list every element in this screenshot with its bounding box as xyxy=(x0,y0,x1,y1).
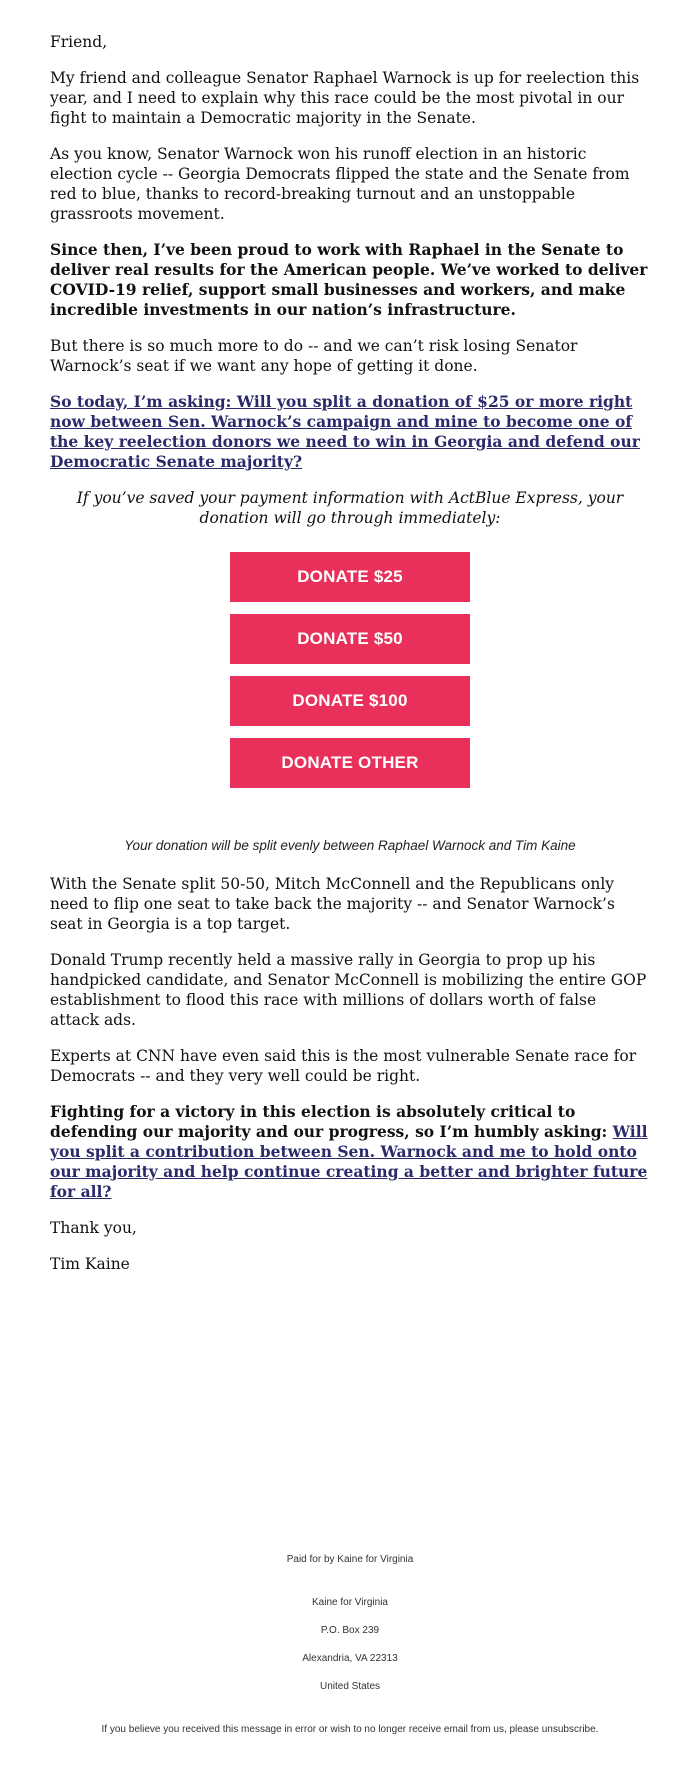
paragraph-runoff: As you know, Senator Warnock won his runoff election in an historic election cycle -- Georgia Democrats flipped the state and the Senate from red to blue, thanks to record-breaking turnout and an unstoppable grassroots movement. xyxy=(50,145,630,223)
footer-city-state-zip: Alexandria, VA 22313 xyxy=(302,1653,398,1664)
donate-100-button[interactable]: DONATE $100 xyxy=(230,676,470,726)
paragraph-more-to-do: But there is so much more to do -- and we can’t risk losing Senator Warnock’s seat if we want any hope of getting it done. xyxy=(50,337,578,375)
signature: Tim Kaine xyxy=(50,1255,130,1273)
split-evenly-note: Your donation will be split evenly between Raphael Warnock and Tim Kaine xyxy=(124,838,576,853)
paragraph-results: Since then, I’ve been proud to work with Raphael in the Senate to deliver real results for the American people. We’ve worked to deliver COVID-19 relief, support small businesses and workers, and make incredible investments in our nation’s infrastructure. xyxy=(50,240,648,319)
donate-50-button[interactable]: DONATE $50 xyxy=(230,614,470,664)
footer-country: United States xyxy=(319,1681,381,1692)
footer-org-name: Kaine for Virginia xyxy=(312,1597,388,1608)
closing-ask-text: Fighting for a victory in this election is absolutely critical to defending our majority and our progress, so I’m humbly asking: xyxy=(50,1102,613,1141)
signoff: Thank you, xyxy=(50,1219,137,1237)
paid-for-disclaimer: Paid for by Kaine for Virginia xyxy=(286,1554,414,1565)
greeting: Friend, xyxy=(50,33,108,51)
footer-po-box: P.O. Box 239 xyxy=(320,1625,380,1636)
paragraph-intro: My friend and colleague Senator Raphael Warnock is up for reelection this year, and I need to explain why this race could be the most pivotal in our fight to maintain a Democratic majority in the Senate. xyxy=(50,69,640,127)
email-body xyxy=(50,32,650,1290)
donate-25-button[interactable]: DONATE $25 xyxy=(230,552,470,602)
split-contribution-link[interactable]: Will you split a contribution between Sen. Warnock and me to hold onto our majority and help continue creating a better and brighter future for all? xyxy=(50,1122,648,1201)
donate-button-group xyxy=(50,552,650,800)
actblue-express-note: If you’ve saved your payment information with ActBlue Express, your donation will go through immediately: xyxy=(76,489,624,527)
email-footer xyxy=(0,1554,700,1735)
paragraph-senate-split: With the Senate split 50-50, Mitch McConnell and the Republicans only need to flip one seat to take back the majority -- and Senator Warnock’s seat in Georgia is a top target. xyxy=(50,875,615,933)
unsubscribe-notice[interactable]: If you believe you received this message in error or wish to no longer receive email from us, please unsubscribe. xyxy=(101,1724,599,1735)
closing-ask-paragraph xyxy=(50,1102,650,1202)
paragraph-cnn: Experts at CNN have even said this is the most vulnerable Senate race for Democrats -- and they very well could be right. xyxy=(50,1047,637,1085)
ask-paragraph xyxy=(50,392,650,472)
paragraph-trump-rally: Donald Trump recently held a massive rally in Georgia to prop up his handpicked candidate, and Senator McConnell is mobilizing the entire GOP establishment to flood this race with millions of dollars worth of false attack ads. xyxy=(50,951,647,1029)
split-donation-link[interactable]: So today, I’m asking: Will you split a donation of $25 or more right now between Sen. Warnock’s campaign and mine to become one of the key reelection donors we need to win in Georgia and defend our Democratic Senate majority? xyxy=(50,392,640,471)
donate-other-button[interactable]: DONATE OTHER xyxy=(230,738,470,788)
